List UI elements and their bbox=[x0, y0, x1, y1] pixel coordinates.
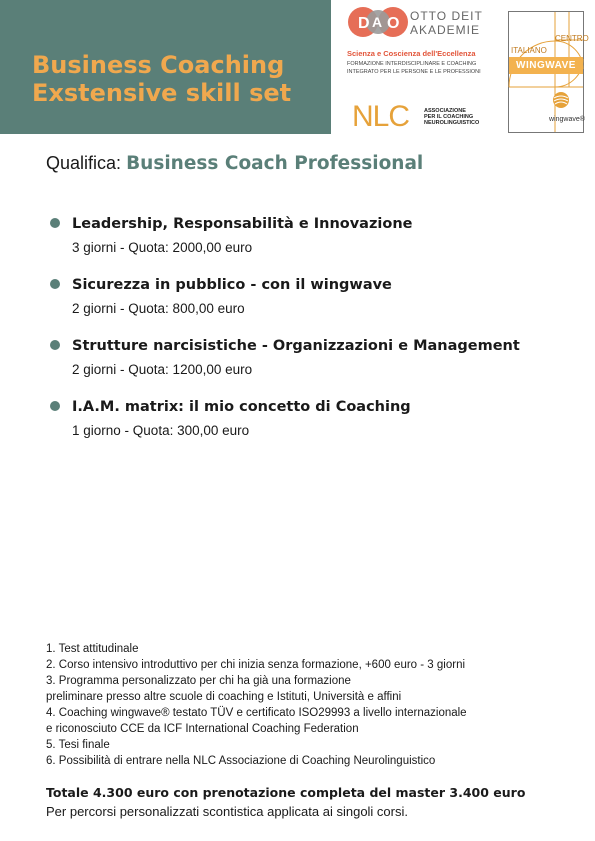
oda-desc-line2: INTEGRATO PER LE PERSONE E LE PROFESSIONI bbox=[347, 69, 481, 75]
note-item: preliminare presso altre scuole di coaching e Istituti, Università e affini bbox=[46, 691, 402, 703]
course-separator: - bbox=[120, 423, 133, 438]
qualification-label: Qualifica: bbox=[46, 153, 122, 173]
nlc-subtitle bbox=[424, 108, 479, 126]
svg-text:A: A bbox=[372, 14, 383, 30]
course-detail bbox=[72, 422, 249, 440]
course-detail bbox=[72, 361, 252, 379]
svg-text:O: O bbox=[387, 15, 400, 32]
note-item: 6. Possibilità di entrare nella NLC Associazione di Coaching Neurolinguistico bbox=[46, 755, 436, 767]
course-detail bbox=[72, 239, 252, 257]
qualification-value: Business Coach Professional bbox=[126, 153, 424, 174]
bullet-icon bbox=[50, 401, 60, 411]
oda-description bbox=[347, 60, 481, 76]
total-price: Totale 4.300 euro con prenotazione completa del master 3.400 euro bbox=[46, 785, 526, 800]
oda-name-line2: AKADEMIE bbox=[410, 23, 481, 37]
course-quota: Quota: 300,00 euro bbox=[132, 423, 250, 438]
notes-list bbox=[46, 641, 467, 769]
course-detail bbox=[72, 300, 245, 318]
ww-centro-text: CENTRO bbox=[555, 34, 589, 43]
bullet-icon bbox=[50, 340, 60, 350]
course-title: Strutture narcisistiche - Organizzazioni e Management bbox=[72, 338, 520, 354]
note-item: e riconosciuto CCE da ICF International Coaching Federation bbox=[46, 723, 359, 735]
oda-name-line1: OTTO DEIT bbox=[410, 9, 483, 23]
course-title: I.A.M. matrix: il mio concetto di Coaching bbox=[72, 399, 411, 415]
nlc-logo bbox=[352, 100, 492, 134]
ww-italiano-text: ITALIANO bbox=[511, 46, 547, 55]
centro-italiano-wingwave-logo bbox=[508, 11, 589, 133]
ww-small-brand: wingwave® bbox=[549, 116, 585, 123]
bullet-icon bbox=[50, 218, 60, 228]
otto-deit-akademie-logo bbox=[347, 2, 497, 84]
course-duration: 2 giorni bbox=[72, 301, 117, 316]
course-duration: 3 giorni bbox=[72, 240, 117, 255]
oda-tagline: Scienza e Coscienza dell'Eccellenza bbox=[347, 49, 476, 58]
banner-title bbox=[32, 51, 291, 107]
svg-text:D: D bbox=[358, 15, 370, 32]
course-quota: Quota: 1200,00 euro bbox=[128, 362, 253, 377]
course-title: Leadership, Responsabilità e Innovazione bbox=[72, 216, 413, 232]
nlc-sub-line2: PER IL COACHING bbox=[424, 114, 474, 120]
oda-monogram-icon bbox=[347, 2, 409, 42]
course-separator: - bbox=[116, 301, 129, 316]
oda-name bbox=[410, 9, 483, 37]
course-duration: 1 giorno bbox=[72, 423, 121, 438]
nlc-sub-line3: NEUROLINGUISTICO bbox=[424, 120, 480, 126]
qualification-line bbox=[46, 151, 423, 176]
nlc-sub-line1: ASSOCIAZIONE bbox=[424, 108, 466, 114]
note-item: 2. Corso intensivo introduttivo per chi inizia senza formazione, +600 euro - 3 giorni bbox=[46, 659, 466, 671]
note-item: 4. Coaching wingwave® testato TÜV e certificato ISO29993 a livello internazionale bbox=[46, 707, 467, 719]
course-title: Sicurezza in pubblico - con il wingwave bbox=[72, 277, 392, 293]
discount-footnote: Per percorsi personalizzati scontistica applicata ai singoli corsi. bbox=[46, 804, 408, 819]
banner-title-line1: Business Coaching bbox=[32, 51, 285, 79]
note-item: 5. Tesi finale bbox=[46, 739, 110, 751]
course-separator: - bbox=[116, 362, 129, 377]
note-item: 1. Test attitudinale bbox=[46, 643, 139, 655]
banner-title-line2: Exstensive skill set bbox=[32, 79, 292, 107]
course-duration: 2 giorni bbox=[72, 362, 117, 377]
oda-desc-line1: FORMAZIONE INTERDISCIPLINARE E COACHING bbox=[347, 61, 477, 67]
bullet-icon bbox=[50, 279, 60, 289]
nlc-letters: NLC bbox=[352, 100, 410, 133]
note-item: 3. Programma personalizzato per chi ha già una formazione bbox=[46, 675, 351, 687]
course-quota: Quota: 2000,00 euro bbox=[128, 240, 253, 255]
ww-brand-bar: WINGWAVE bbox=[509, 57, 583, 74]
header-banner bbox=[0, 0, 331, 134]
course-quota: Quota: 800,00 euro bbox=[128, 301, 245, 316]
course-separator: - bbox=[116, 240, 129, 255]
